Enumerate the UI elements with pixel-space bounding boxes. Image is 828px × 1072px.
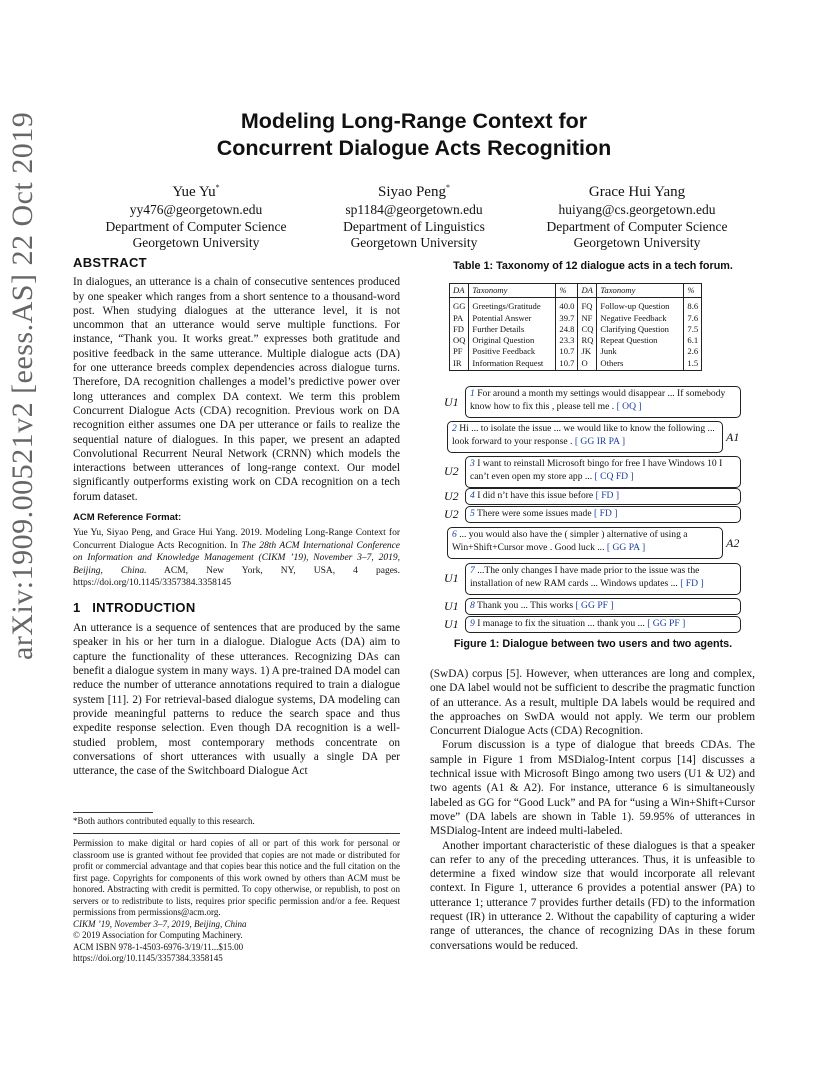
table-header: Taxonomy xyxy=(469,284,556,298)
footnote-rule xyxy=(73,812,153,813)
utterance-text: ... you would also have the ( simpler ) alternative of using a Win+Shift+Cursor move . Good luck ... xyxy=(452,529,688,553)
table-cell: OQ xyxy=(450,335,469,346)
utterance-label: [ GG PA ] xyxy=(606,541,646,553)
utterance-number: 4 xyxy=(470,490,475,501)
utterance-text: For around a month my settings would disappear ... If somebody know how to fix this , please tell me . xyxy=(470,388,726,412)
figure-caption: Figure 1: Dialogue between two users and two agents. xyxy=(453,638,733,650)
author-dept: Department of Linguistics xyxy=(343,218,485,234)
author-name: Grace Hui Yang xyxy=(588,184,686,200)
speaker-label: U2 xyxy=(444,507,459,521)
abstract-heading: ABSTRACT xyxy=(73,255,147,270)
table-header: % xyxy=(556,284,578,298)
utterance-number: 6 xyxy=(452,529,457,540)
utterance-bubble xyxy=(465,563,741,595)
table-row xyxy=(450,358,702,371)
utterance-bubble xyxy=(465,386,741,418)
author-block xyxy=(81,178,311,252)
author-name: Siyao Peng xyxy=(378,184,446,200)
table-cell: 23.3 xyxy=(556,335,578,346)
table-cell: O xyxy=(578,358,597,371)
title-line-2: Concurrent Dialogue Acts Recognition xyxy=(216,136,612,160)
table-cell: 10.7 xyxy=(556,346,578,357)
table-row xyxy=(450,346,702,357)
utterance-bubble xyxy=(465,488,741,505)
table-caption: Table 1: Taxonomy of 12 dialogue acts in a tech forum. xyxy=(453,260,733,272)
utterance-text: I want to reinstall Microsoft bingo for free I have Windows 10 I can’t even open my store app ... xyxy=(470,458,723,482)
table-row xyxy=(450,335,702,346)
table-cell: Junk xyxy=(597,346,684,357)
utterance-bubble xyxy=(465,616,741,633)
table-cell: NF xyxy=(578,313,597,324)
author-univ: Georgetown University xyxy=(132,235,260,250)
utterance-label: [ CQ FD ] xyxy=(594,470,634,482)
table-cell: JK xyxy=(578,346,597,357)
utterance-number: 8 xyxy=(470,600,475,611)
utterance-label: [ GG IR PA ] xyxy=(574,435,626,447)
utterance-bubble xyxy=(447,421,723,453)
author-univ: Georgetown University xyxy=(573,235,701,250)
table-cell: RQ xyxy=(578,335,597,346)
utterance-label: [ FD ] xyxy=(594,508,618,519)
acm-reference-tail: ACM, New York, NY, USA, 4 pages. https://doi.org/10.1145/3357384.3358145 xyxy=(73,565,400,589)
utterance-number: 3 xyxy=(470,458,475,469)
table-cell: Repeat Question xyxy=(597,335,684,346)
intro-paragraph: An utterance is a sequence of sentences that are produced by the same speaker in his or her turn in a dialogue. Dialogue Acts (DA) aim to capture the functionality of these utterances. Recognizing DAs can benefit a dialogue system in many ways. 1) A pre-trained DA model can reduce the number of utterance annotations required to train a dialogue system [11]. 2) For retrieval-based dialogue systems, DA modeling can provide meaningful patterns to reduce the search space and thus expedite response selection. Even though DA recognition is a well-studied problem, most contemporary methods concentrate on conversations of short utterances with usually a single DA per utterance, the case of the Switchboard Dialogue Act xyxy=(73,622,400,778)
acm-reference-authors: Yue Yu, Siyao Peng, and Grace Hui Yang. 2019. Modeling Long-Range Context for Concurrent Dialogue Acts Recognition. In xyxy=(73,528,400,551)
table-cell: Information Request xyxy=(469,358,556,371)
table-header: Taxonomy xyxy=(597,284,684,298)
utterance-text: There were some issues made xyxy=(477,508,592,519)
utterance-label: [ GG PF ] xyxy=(575,600,614,611)
utterance-number: 9 xyxy=(470,618,475,629)
utterance-bubble xyxy=(465,456,741,488)
permission-text: Permission to make digital or hard copies of all or part of this work for personal or classroom use is granted without fee provided that copies are not made or distributed for profit or commercial advantage and that copies bear this notice and the full citation on the first page. Copyrights for components of this work owned by others than ACM must be honored. Abstracting with credit is permitted. To copy otherwise, or republish, to post on servers or to redistribute to lists, requires prior specific permission and/or a fee. Request permissions from permissions@acm.org. xyxy=(73,838,400,917)
speaker-label: U2 xyxy=(444,464,459,478)
table-cell: Potential Answer xyxy=(469,313,556,324)
utterance-label: [ FD ] xyxy=(680,577,704,589)
table-cell: FD xyxy=(450,324,469,335)
left-column xyxy=(73,256,400,778)
utterance-text: Hi ... to isolate the issue ... we would like to know the following ... look forward to your response . xyxy=(452,423,715,447)
table-row xyxy=(450,313,702,324)
utterance-bubble xyxy=(465,506,741,523)
utterance-text: Thank you ... This works xyxy=(477,600,574,611)
permission-block xyxy=(73,838,400,965)
table-cell: Others xyxy=(597,358,684,371)
utterance-number: 2 xyxy=(452,423,457,434)
right-column xyxy=(430,667,755,953)
utterance-label: [ GG PF ] xyxy=(647,618,686,629)
utterance-number: 1 xyxy=(470,388,475,399)
author-email: huiyang@cs.georgetown.edu xyxy=(558,202,716,217)
footnote: *Both authors contributed equally to this research. xyxy=(73,816,255,826)
author-dept: Department of Computer Science xyxy=(105,218,287,234)
taxonomy-table xyxy=(449,283,702,371)
table-cell: 10.7 xyxy=(556,358,578,371)
table-cell: PF xyxy=(450,346,469,357)
author-mark: * xyxy=(215,183,220,192)
utterance-number: 7 xyxy=(470,565,475,576)
table-cell: 6.1 xyxy=(684,335,702,346)
utterance-bubble xyxy=(447,527,723,559)
acm-reference-venue: The 28th ACM International Conference on Information and Knowledge Management (CIKM ’19), November 3–7, 2019, Beijing, China. xyxy=(73,540,400,576)
table-cell: GG xyxy=(450,298,469,313)
table-cell: 7.6 xyxy=(684,313,702,324)
table-cell: Further Details xyxy=(469,324,556,335)
speaker-label: U1 xyxy=(444,617,459,631)
table-header: DA xyxy=(450,284,469,298)
table-cell: 8.6 xyxy=(684,298,702,313)
permission-rule xyxy=(73,833,400,834)
speaker-label: U1 xyxy=(444,395,459,409)
isbn-line: ACM ISBN 978-1-4503-6976-3/19/11...$15.00 xyxy=(73,941,244,952)
speaker-label: U1 xyxy=(444,571,459,585)
table-row xyxy=(450,298,702,313)
doi-line: https://doi.org/10.1145/3357384.3358145 xyxy=(73,953,223,963)
table-cell: Follow-up Question xyxy=(597,298,684,313)
table-cell: PA xyxy=(450,313,469,324)
utterance-label: [ FD ] xyxy=(595,490,620,501)
table-cell: 7.5 xyxy=(684,324,702,335)
author-dept: Department of Computer Science xyxy=(546,218,728,234)
table-cell: 40.0 xyxy=(556,298,578,313)
copyright-line: © 2019 Association for Computing Machinery. xyxy=(73,930,243,940)
utterance-label: [ OQ ] xyxy=(616,400,642,412)
table-cell: 39.7 xyxy=(556,313,578,324)
table-header: % xyxy=(684,284,702,298)
abstract-text: In dialogues, an utterance is a chain of consecutive sentences produced by one speaker which ranges from a short sentence to a thousand-word post. When studying dialogues at the utterance level, it is not uncommon that an utterance would serve multiple functions. For instance, “Thank you. It works great.” expresses both gratitude and positive feedback in the same utterance. Multiple dialogue acts (DA) for one utterance breeds complex dependencies across dialogue turns. Therefore, DA recognition challenges a model’s predictive power over long utterances and complex DA context. We term this problem Concurrent Dialogue Acts (CDA) recognition. Previous work on DA recognition either assumes one DA per utterance or fails to realize the sequential nature of dialogues. In this paper, we present an adapted Convolutional Recurrent Neural Network (CRNN) which models the interactions between utterances of long-range context. Our model significantly outperforms existing work on CDA recognition on a tech forum dataset. xyxy=(73,276,400,503)
table-cell: Positive Feedback xyxy=(469,346,556,357)
table-cell: 24.8 xyxy=(556,324,578,335)
author-email: yy476@georgetown.edu xyxy=(129,202,263,217)
table-cell: Greetings/Gratitude xyxy=(469,298,556,313)
table-cell: 1.5 xyxy=(684,358,702,371)
table-cell: CQ xyxy=(578,324,597,335)
table-cell: Negative Feedback xyxy=(597,313,684,324)
table-row xyxy=(450,324,702,335)
table-cell: FQ xyxy=(578,298,597,313)
conference-line: CIKM ’19, November 3–7, 2019, Beijing, China xyxy=(73,918,247,929)
author-email: sp1184@georgetown.edu xyxy=(345,202,483,217)
speaker-label: A1 xyxy=(726,430,740,444)
acm-reference-text xyxy=(73,527,400,590)
table-cell: Original Question xyxy=(469,335,556,346)
speaker-label: U2 xyxy=(444,489,459,503)
utterance-text: ...The only changes I have made prior to the issue was the installation of new RAM cards ... Windows updates ... xyxy=(470,565,700,589)
author-mark: * xyxy=(445,183,450,192)
table-cell: Clarifying Question xyxy=(597,324,684,335)
author-name: Yue Yu xyxy=(172,184,216,200)
speaker-label: U1 xyxy=(444,599,459,613)
title-line-1: Modeling Long-Range Context for xyxy=(240,109,588,133)
table-cell: IR xyxy=(450,358,469,371)
utterance-text: I did n’t have this issue before xyxy=(477,490,594,501)
speaker-label: A2 xyxy=(726,536,740,550)
paper-title xyxy=(80,108,748,162)
body-paragraph: (SwDA) corpus [5]. However, when utterances are long and complex, one DA label would not be sufficient to describe the pragmatic function of an utterance. As a result, multiple DA labels would be required and the approaches on SwDA would not apply. We term our problem Concurrent Dialogue Acts (CDA) Recognition. xyxy=(430,668,755,738)
author-block xyxy=(522,178,752,252)
section-heading: 1 INTRODUCTION xyxy=(73,599,196,615)
utterance-number: 5 xyxy=(470,508,475,519)
table-cell: 2.6 xyxy=(684,346,702,357)
utterance-text: I manage to fix the situation ... thank you ... xyxy=(477,618,645,629)
author-block xyxy=(299,178,529,252)
author-univ: Georgetown University xyxy=(350,235,478,250)
arxiv-stamp: arXiv:1909.00521v2 [eess.AS] 22 Oct 2019 xyxy=(6,111,39,660)
table-header-row xyxy=(450,284,702,298)
table-header: DA xyxy=(578,284,597,298)
acm-reference-heading: ACM Reference Format: xyxy=(73,512,182,524)
utterance-bubble xyxy=(465,598,741,615)
body-paragraph: Forum discussion is a type of dialogue that breeds CDAs. The sample in Figure 1 from MSDialog-Intent corpus [14] discusses a technical issue with Microsoft Bingo among two users (U1 & U2) and two agents (A1 & A2). For instance, utterance 6 is simultaneously labeled as GG for “Good Luck” and PA for “using a Win+Shift+Cursor move” (DA labels are shown in Table 1). 59.95% of utterances in MSDialog-Intent are indeed multi-labeled. xyxy=(430,739,755,838)
body-paragraph: Another important characteristic of these dialogues is that a speaker can refer to any of the preceding utterances. Thus, it is unfeasible to determine a fixed window size that would incorporate all relevant context. In Figure 1, utterance 6 provides a potential answer (PA) to utterance 1; utterance 7 provides further details (FD) to the information request (IR) in utterance 2. Without the capability of capturing a wider range of utterances, the chance of recognizing DAs in these forum conversations would be reduced. xyxy=(430,839,755,952)
